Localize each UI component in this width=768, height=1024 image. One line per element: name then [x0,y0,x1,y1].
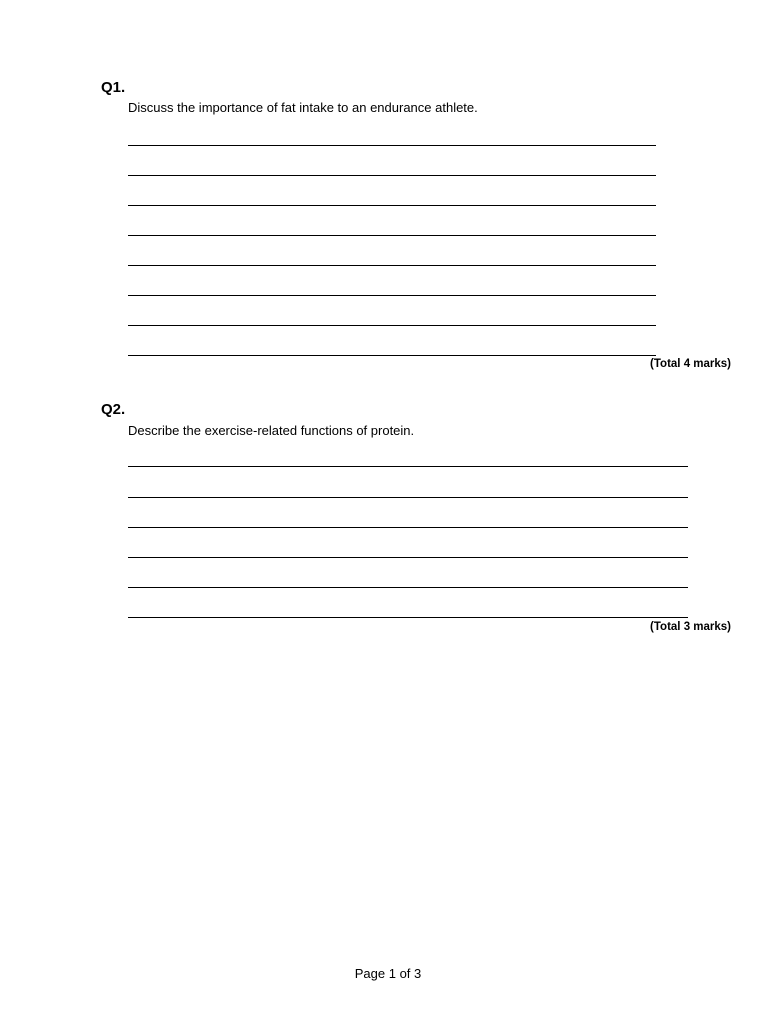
question-1-prompt: Discuss the importance of fat intake to an endurance athlete. [128,100,478,115]
answer-line[interactable] [128,466,688,467]
page-number: Page 1 of 3 [354,966,422,981]
answer-line[interactable] [128,497,688,498]
question-2-prompt: Describe the exercise-related functions of protein. [128,423,415,438]
answer-line[interactable] [128,175,656,176]
answer-line[interactable] [128,295,656,296]
question-2-marks: (Total 3 marks) [650,621,731,633]
answer-line[interactable] [128,527,688,528]
answer-line[interactable] [128,325,656,326]
question-1-marks: (Total 4 marks) [650,358,731,370]
answer-line[interactable] [128,205,656,206]
question-1-number: Q1. [101,79,126,96]
answer-line[interactable] [128,235,656,236]
answer-line[interactable] [128,617,688,618]
answer-line[interactable] [128,557,688,558]
answer-line[interactable] [128,587,688,588]
answer-line[interactable] [128,355,656,356]
answer-line[interactable] [128,265,656,266]
question-2-number: Q2. [101,401,126,418]
answer-line[interactable] [128,145,656,146]
